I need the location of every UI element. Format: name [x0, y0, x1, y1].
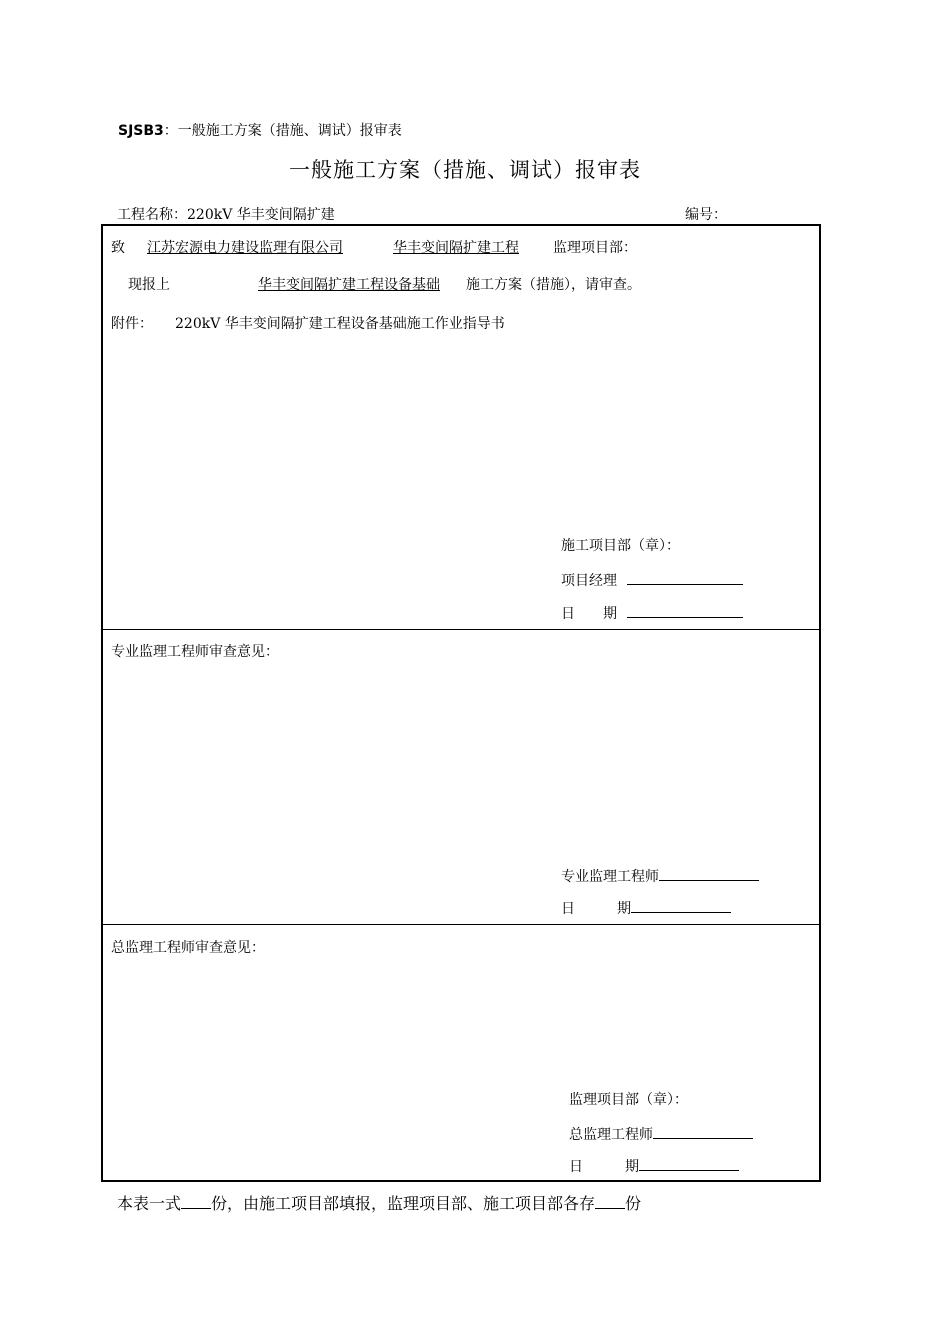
form-code-suffix: ：一般施工方案（措施、调试）报审表 — [163, 123, 402, 139]
form-table — [101, 224, 821, 1182]
footer-part-1: 本表一式 — [117, 1194, 182, 1213]
addressee-suffix: 监理项目部： — [553, 240, 637, 256]
form-code — [118, 120, 402, 140]
project-manager-field[interactable] — [627, 570, 743, 585]
attachment-label: 附件： — [111, 316, 153, 332]
addressee-prefix: 致 — [111, 240, 125, 256]
specialist-review-heading: 专业监理工程师审查意见： — [111, 644, 279, 660]
footer-note — [117, 1191, 641, 1214]
addressee-line — [111, 237, 637, 257]
section-divider-1 — [101, 629, 821, 630]
date-line-2 — [561, 898, 731, 918]
section-divider-2 — [101, 924, 821, 925]
construction-dept-seal: 施工项目部（章）： — [561, 538, 680, 554]
copies-each-field[interactable] — [595, 1192, 625, 1209]
chief-review-heading: 总监理工程师审查意见： — [111, 940, 265, 956]
number-label: 编号： — [685, 207, 727, 223]
report-prefix: 现报上 — [128, 277, 170, 293]
attachment-value: 220kV 华丰变间隔扩建工程设备基础施工作业指导书 — [175, 316, 505, 332]
page-title: 一般施工方案（措施、调试）报审表 — [289, 158, 641, 182]
project-name: 华丰变间隔扩建工程 — [393, 240, 519, 256]
date-field-2[interactable] — [631, 898, 731, 913]
report-line — [128, 274, 641, 294]
report-subject: 华丰变间隔扩建工程设备基础 — [258, 277, 440, 293]
project-manager-label: 项目经理 — [561, 573, 617, 589]
project-name-label: 工程名称：220kV 华丰变间隔扩建 — [117, 207, 335, 223]
date-field-3[interactable] — [639, 1156, 739, 1171]
date-label-3: 日 期 — [569, 1159, 639, 1175]
form-code-id: SJSB3 — [118, 123, 164, 139]
attachment-line — [111, 313, 505, 333]
report-suffix: 施工方案（措施），请审查。 — [466, 277, 641, 293]
footer-part-2: 份，由施工项目部填报，监理项目部、施工项目部各存 — [211, 1194, 596, 1213]
date-label-1: 日 期 — [561, 606, 617, 622]
copies-field[interactable] — [181, 1192, 211, 1209]
date-label-2: 日 期 — [561, 901, 631, 917]
footer-part-3: 份 — [625, 1194, 642, 1213]
specialist-engineer-field[interactable] — [659, 866, 759, 881]
date-field-1[interactable] — [627, 603, 743, 618]
project-manager-line — [561, 570, 743, 590]
chief-engineer-field[interactable] — [653, 1124, 753, 1139]
supervisor-company: 江苏宏源电力建设监理有限公司 — [147, 240, 343, 256]
supervision-dept-seal: 监理项目部（章）： — [569, 1092, 688, 1108]
specialist-engineer-label: 专业监理工程师 — [561, 869, 659, 885]
chief-engineer-label: 总监理工程师 — [569, 1127, 653, 1143]
date-line-3 — [569, 1156, 739, 1176]
specialist-engineer-line — [561, 866, 759, 886]
chief-engineer-line — [569, 1124, 753, 1144]
date-line-1 — [561, 603, 743, 623]
